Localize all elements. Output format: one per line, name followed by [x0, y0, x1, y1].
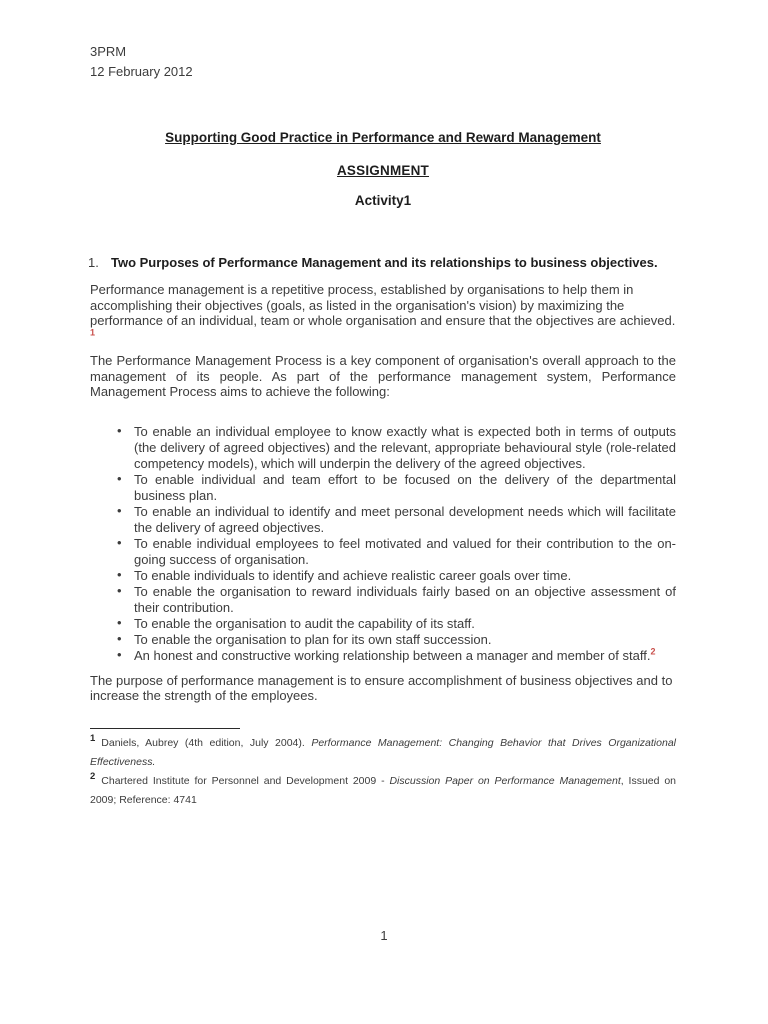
footnote-2-marker: 2	[90, 771, 96, 782]
document-header	[90, 42, 676, 82]
list-item	[90, 472, 676, 504]
footnotes-section	[90, 728, 676, 810]
list-item-text: An honest and constructive working relationship between a manager and member of staff.	[134, 647, 651, 663]
bullet-icon: •	[117, 534, 122, 550]
footnote-1	[90, 734, 676, 772]
footnote-1-reference-title: Performance Management: Changing Behavior that Drives Organizational Effectiveness.	[90, 736, 676, 768]
closing-paragraph-text: The purpose of performance management is to ensure accomplishment of business objectives and to increase the strength of the employees.	[90, 672, 673, 703]
bullet-icon: •	[117, 422, 122, 438]
list-item	[90, 584, 676, 616]
list-item	[90, 648, 676, 664]
list-item-text: To enable individual employees to feel motivated and valued for their contribution to the on-going success of organisation.	[134, 535, 676, 567]
section-number: 1.	[88, 255, 99, 270]
page-number: 1	[380, 928, 388, 943]
list-item-text: To enable an individual to identify and meet personal development needs which will facilitate the delivery of agreed objectives.	[134, 503, 676, 535]
section-1-heading	[90, 253, 676, 273]
list-item	[90, 568, 676, 584]
title-block	[90, 130, 676, 209]
assignment-subtitle: ASSIGNMENT	[336, 163, 429, 178]
section-heading-text: Two Purposes of Performance Management and its relationships to business objectives.	[111, 255, 658, 270]
footnote-separator	[90, 728, 240, 729]
bullet-icon: •	[117, 614, 122, 630]
paragraph-1	[90, 282, 676, 344]
list-item-text: To enable individual and team effort to be focused on the delivery of the departmental business plan.	[134, 471, 676, 503]
list-item-text: To enable the organisation to plan for its own staff succession.	[134, 631, 492, 647]
paragraph-1-text: Performance management is a repetitive process, established by organisations to help them in accomplishing their objectives (goals, as listed in the organisation's vision) by maximizing the performance of an individual, team or whole organisation and ensure that the objectives are achieved.	[90, 282, 676, 328]
aims-bullet-list	[90, 424, 676, 664]
list-item	[90, 616, 676, 632]
list-item	[90, 424, 676, 472]
activity-label: Activity1	[354, 193, 412, 208]
footnote-1-text: Daniels, Aubrey (4th edition, July 2004).	[101, 736, 312, 749]
document-date: 12 February 2012	[90, 64, 193, 79]
course-code: 3PRM	[90, 44, 127, 59]
bullet-icon: •	[117, 470, 122, 486]
footnote-2	[90, 772, 676, 810]
bullet-icon: •	[117, 582, 122, 598]
paragraph-2	[90, 353, 676, 400]
list-item	[90, 632, 676, 648]
list-item-text: To enable the organisation to audit the capability of its staff.	[134, 615, 475, 631]
bullet-icon: •	[117, 566, 122, 582]
bullet-icon: •	[117, 630, 122, 646]
closing-paragraph	[90, 673, 676, 704]
list-item-text: To enable an individual employee to know exactly what is expected both in terms of outputs (the delivery of agreed objectives) and the relevant, appropriate behavioural style (role-related competency models), which will underpin the delivery of the agreed objectives.	[134, 423, 676, 471]
footnote-2-tail: , Issued on 2009; Reference: 4741	[90, 774, 677, 806]
bullet-icon: •	[117, 502, 122, 518]
footnote-ref-1: 1	[90, 327, 96, 338]
bullet-icon: •	[117, 646, 122, 662]
footnote-1-marker: 1	[90, 733, 96, 744]
list-item	[90, 504, 676, 536]
footnote-ref-2: 2	[650, 646, 656, 657]
list-item	[90, 536, 676, 568]
list-item-text: To enable individuals to identify and achieve realistic career goals over time.	[134, 567, 572, 583]
paragraph-2-text: The Performance Management Process is a key component of organisation's overall approach to the management of its people. As part of the performance management system, Performance Management Process aims to achieve the following:	[90, 353, 676, 399]
document-title: Supporting Good Practice in Performance and Reward Management	[165, 130, 601, 145]
footnote-2-text: Chartered Institute for Personnel and Development 2009 -	[101, 774, 390, 787]
list-item-text: To enable the organisation to reward individuals fairly based on an objective assessment of their contribution.	[134, 583, 676, 615]
footnote-2-reference-title: Discussion Paper on Performance Management	[389, 774, 621, 787]
